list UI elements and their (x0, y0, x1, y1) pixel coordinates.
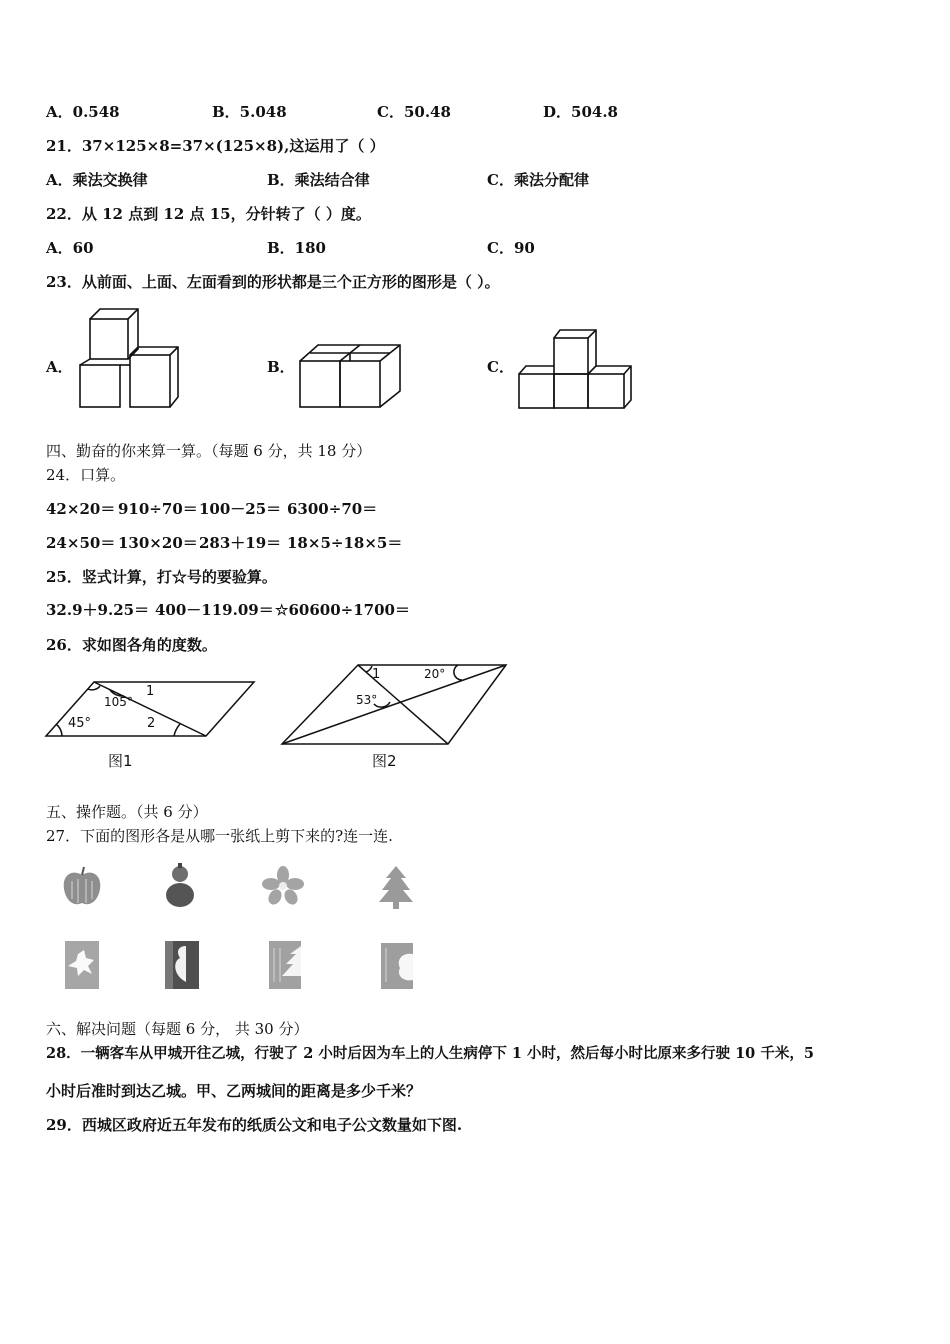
q23-option-a: A． (46, 358, 73, 376)
q20-option-a: A．0.548 (46, 103, 120, 121)
figure-2-parallelogram (280, 662, 510, 748)
q22-stem: 22．从 12 点到 12 点 15，分针转了（ ）度。 (46, 205, 371, 223)
q24-r2-c1: 24×50＝ (46, 534, 116, 552)
cube-figure-c (516, 326, 636, 412)
q20-option-d: D．504.8 (543, 103, 618, 121)
fig1-angle-105: 105° (104, 695, 133, 709)
fig2-angle-1: 1 (372, 667, 381, 682)
q22-option-b: B．180 (267, 239, 326, 257)
q25-item-1: 32.9＋9.25＝ (46, 601, 150, 619)
q24-r2-c3: 283＋19＝ (199, 534, 282, 552)
tree-shape (376, 864, 416, 910)
paper-with-apple-cutout (380, 942, 414, 990)
q28-line-1: 28．一辆客车从甲城开往乙城，行驶了 2 小时后因为车上的人生病停下 1 小时，然后每小时比原来多行驶 10 千米，5 (46, 1045, 814, 1062)
section-6-title: 六、解决问题（每题 6 分， 共 30 分） (46, 1020, 309, 1038)
q26-stem: 26．求如图各角的度数。 (46, 636, 217, 654)
q24-r2-c4: 18×5÷18×5＝ (287, 534, 403, 552)
q25-item-2: 400－119.09＝ (155, 601, 274, 619)
q23-option-c: C． (487, 358, 514, 376)
q24-r2-c2: 130×20＝ (118, 534, 198, 552)
q28-line-2: 小时后准时到达乙城。甲、乙两城间的距离是多少千米？ (46, 1082, 422, 1100)
gourd-shape (160, 862, 200, 910)
q24-r1-c4: 6300÷70＝ (287, 500, 378, 518)
q21-option-c: C．乘法分配律 (487, 171, 589, 189)
q24-r1-c2: 910÷70＝ (118, 500, 198, 518)
q20-option-b: B．5.048 (212, 103, 287, 121)
fig2-angle-53: 53° (356, 693, 378, 707)
q21-stem: 21．37×125×8=37×(125×8),这运用了（ ） (46, 137, 385, 155)
q21-option-b: B．乘法结合律 (267, 171, 370, 189)
paper-with-star-cutout (64, 940, 100, 990)
section-4-title: 四、勤奋的你来算一算。（每题 6 分，共 18 分） (46, 442, 372, 460)
cube-figure-a (78, 305, 188, 411)
paper-with-tree-cutout (268, 940, 302, 990)
q29-stem: 29．西城区政府近五年发布的纸质公文和电子公文数量如下图. (46, 1116, 463, 1134)
flower-shape (262, 866, 304, 906)
figure-2-caption: 图2 (372, 752, 397, 770)
q27-stem: 27．下面的图形各是从哪一张纸上剪下来的?连一连. (46, 827, 393, 845)
q23-option-b: B． (267, 358, 295, 376)
q23-stem: 23．从前面、上面、左面看到的形状都是三个正方形的图形是（ ）。 (46, 273, 500, 291)
fig2-angle-20: 20° (424, 667, 446, 681)
q21-option-a: A．乘法交换律 (46, 171, 148, 189)
q24-r1-c3: 100－25＝ (199, 500, 282, 518)
figure-1-caption: 图1 (108, 752, 133, 770)
q24-stem: 24．口算。 (46, 466, 126, 484)
section-5-title: 五、操作题。（共 6 分） (46, 803, 208, 821)
q22-option-a: A．60 (46, 239, 94, 257)
q24-r1-c1: 42×20＝ (46, 500, 116, 518)
paper-with-gourd-cutout (164, 940, 200, 990)
q22-option-c: C．90 (487, 239, 535, 257)
cube-figure-b (298, 343, 404, 411)
q20-option-c: C．50.48 (377, 103, 451, 121)
fig1-angle-1: 1 (146, 684, 155, 699)
q25-stem: 25．竖式计算，打☆号的要验算。 (46, 568, 277, 586)
q25-item-3: ☆60600÷1700＝ (275, 601, 410, 619)
apple-shape (60, 865, 104, 909)
fig1-angle-45: 45° (68, 716, 92, 731)
fig1-angle-2: 2 (147, 716, 156, 731)
